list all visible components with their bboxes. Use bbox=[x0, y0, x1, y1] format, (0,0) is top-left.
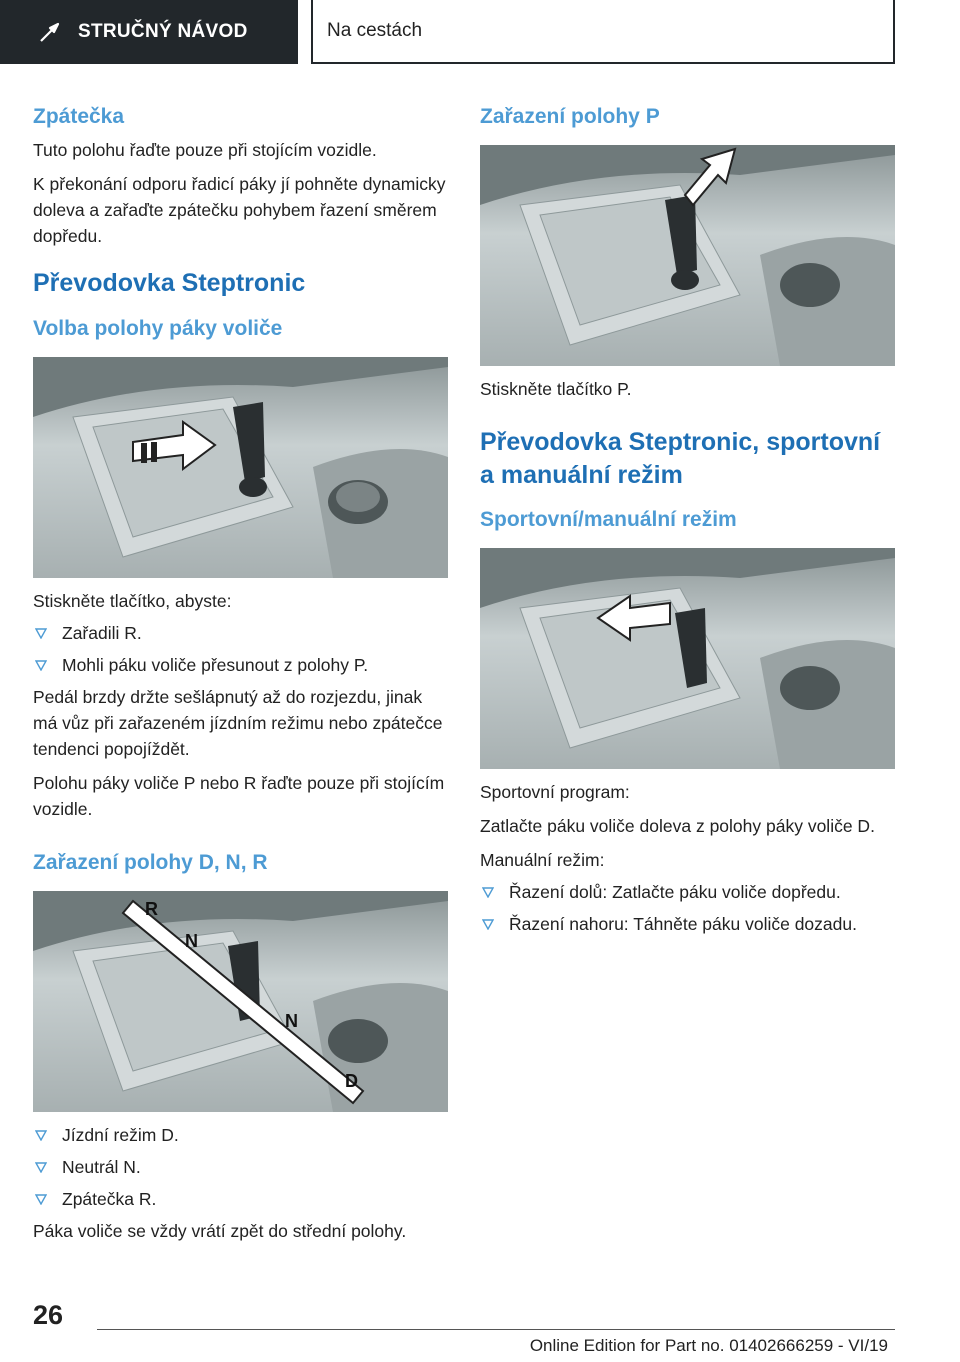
header-tab bbox=[0, 0, 298, 64]
section-label: Na cestách bbox=[327, 20, 423, 41]
page-number: 26 bbox=[33, 1300, 64, 1330]
header-section-title bbox=[311, 0, 895, 64]
label-d: D bbox=[345, 1071, 358, 1092]
dnr-figure bbox=[33, 891, 448, 1112]
list-item-text: Jízdní režim D. bbox=[62, 1125, 179, 1146]
sport-paragraph-2: Zatlačte páku voliče doleva z polohy páky voliče D. bbox=[480, 816, 875, 837]
list-item bbox=[33, 620, 448, 646]
triangle-bullet-icon bbox=[35, 660, 47, 671]
dnr-paragraph-1: Páka voliče se vždy vrátí zpět do střední polohy. bbox=[33, 1221, 407, 1242]
selector-bullet-list bbox=[33, 620, 448, 678]
list-item-text: Zařadili R. bbox=[62, 622, 142, 643]
list-item bbox=[480, 879, 895, 905]
list-item bbox=[33, 1122, 448, 1148]
sport-bullet-list bbox=[480, 879, 895, 937]
steptronic-heading: Převodovka Steptronic bbox=[33, 269, 306, 298]
triangle-bullet-icon bbox=[482, 887, 494, 898]
selector-heading: Volba polohy páky voliče bbox=[33, 316, 283, 340]
label-n-bottom: N bbox=[285, 1011, 298, 1032]
left-column bbox=[33, 102, 448, 1244]
label-n-top: N bbox=[185, 931, 198, 952]
triangle-bullet-icon bbox=[35, 628, 47, 639]
selector-paragraph-3: Polohu páky voliče P nebo R řaďte pouze při stojícím vozidle. bbox=[33, 772, 445, 819]
list-item bbox=[33, 1154, 448, 1180]
triangle-bullet-icon bbox=[35, 1162, 47, 1173]
list-item bbox=[33, 1186, 448, 1212]
list-item-text: Řazení dolů: Zatlačte páku voliče dopředu. bbox=[509, 882, 841, 903]
quick-guide-icon bbox=[38, 20, 62, 44]
selector-lever-figure bbox=[33, 357, 448, 578]
label-r: R bbox=[145, 899, 158, 920]
triangle-bullet-icon bbox=[35, 1194, 47, 1205]
park-heading: Zařazení polohy P bbox=[480, 105, 660, 128]
park-figure bbox=[480, 145, 895, 366]
dnr-heading: Zařazení polohy D, N, R bbox=[33, 850, 268, 874]
selector-paragraph-1: Stiskněte tlačítko, abyste: bbox=[33, 590, 232, 611]
list-item-text: Zpátečka R. bbox=[62, 1189, 157, 1210]
reverse-paragraph-1: Tuto polohu řaďte pouze při stojícím vozidle. bbox=[33, 140, 377, 161]
triangle-bullet-icon bbox=[482, 919, 494, 930]
sport-paragraph-1: Sportovní program: bbox=[480, 782, 630, 803]
sport-heading: Převodovka Steptronic, sportovní a manuální režim bbox=[480, 428, 881, 489]
list-item-text: Řazení nahoru: Táhněte páku voliče dozadu. bbox=[509, 914, 857, 935]
list-item-text: Mohli páku voliče přesunout z polohy P. bbox=[62, 654, 369, 675]
sport-paragraph-3: Manuální režim: bbox=[480, 850, 605, 871]
dnr-bullet-list bbox=[33, 1122, 448, 1212]
reverse-paragraph-2: K překonání odporu řadicí páky jí pohněte dynamicky doleva a zařaďte zpátečku pohybem řazení směrem dopředu. bbox=[33, 174, 446, 247]
list-item bbox=[480, 911, 895, 937]
sport-figure bbox=[480, 548, 895, 769]
list-item bbox=[33, 652, 448, 678]
sport-sub-heading: Sportovní/manuální režim bbox=[480, 508, 737, 532]
reverse-heading: Zpátečka bbox=[33, 105, 125, 128]
selector-paragraph-2: Pedál brzdy držte sešlápnutý až do rozjezdu, jinak má vůz při zařazeném jízdním režimu nebo zpátečce tendenci popojíždět. bbox=[33, 686, 443, 759]
edition-label: Online Edition for Part no. 01402666259 - VI/19 bbox=[529, 1336, 888, 1355]
triangle-bullet-icon bbox=[35, 1130, 47, 1141]
header-tab-label: STRUČNÝ NÁVOD bbox=[78, 21, 248, 42]
list-item-text: Neutrál N. bbox=[62, 1157, 141, 1178]
park-paragraph-1: Stiskněte tlačítko P. bbox=[480, 379, 632, 400]
footer-divider bbox=[97, 1329, 895, 1330]
right-column bbox=[480, 102, 895, 943]
